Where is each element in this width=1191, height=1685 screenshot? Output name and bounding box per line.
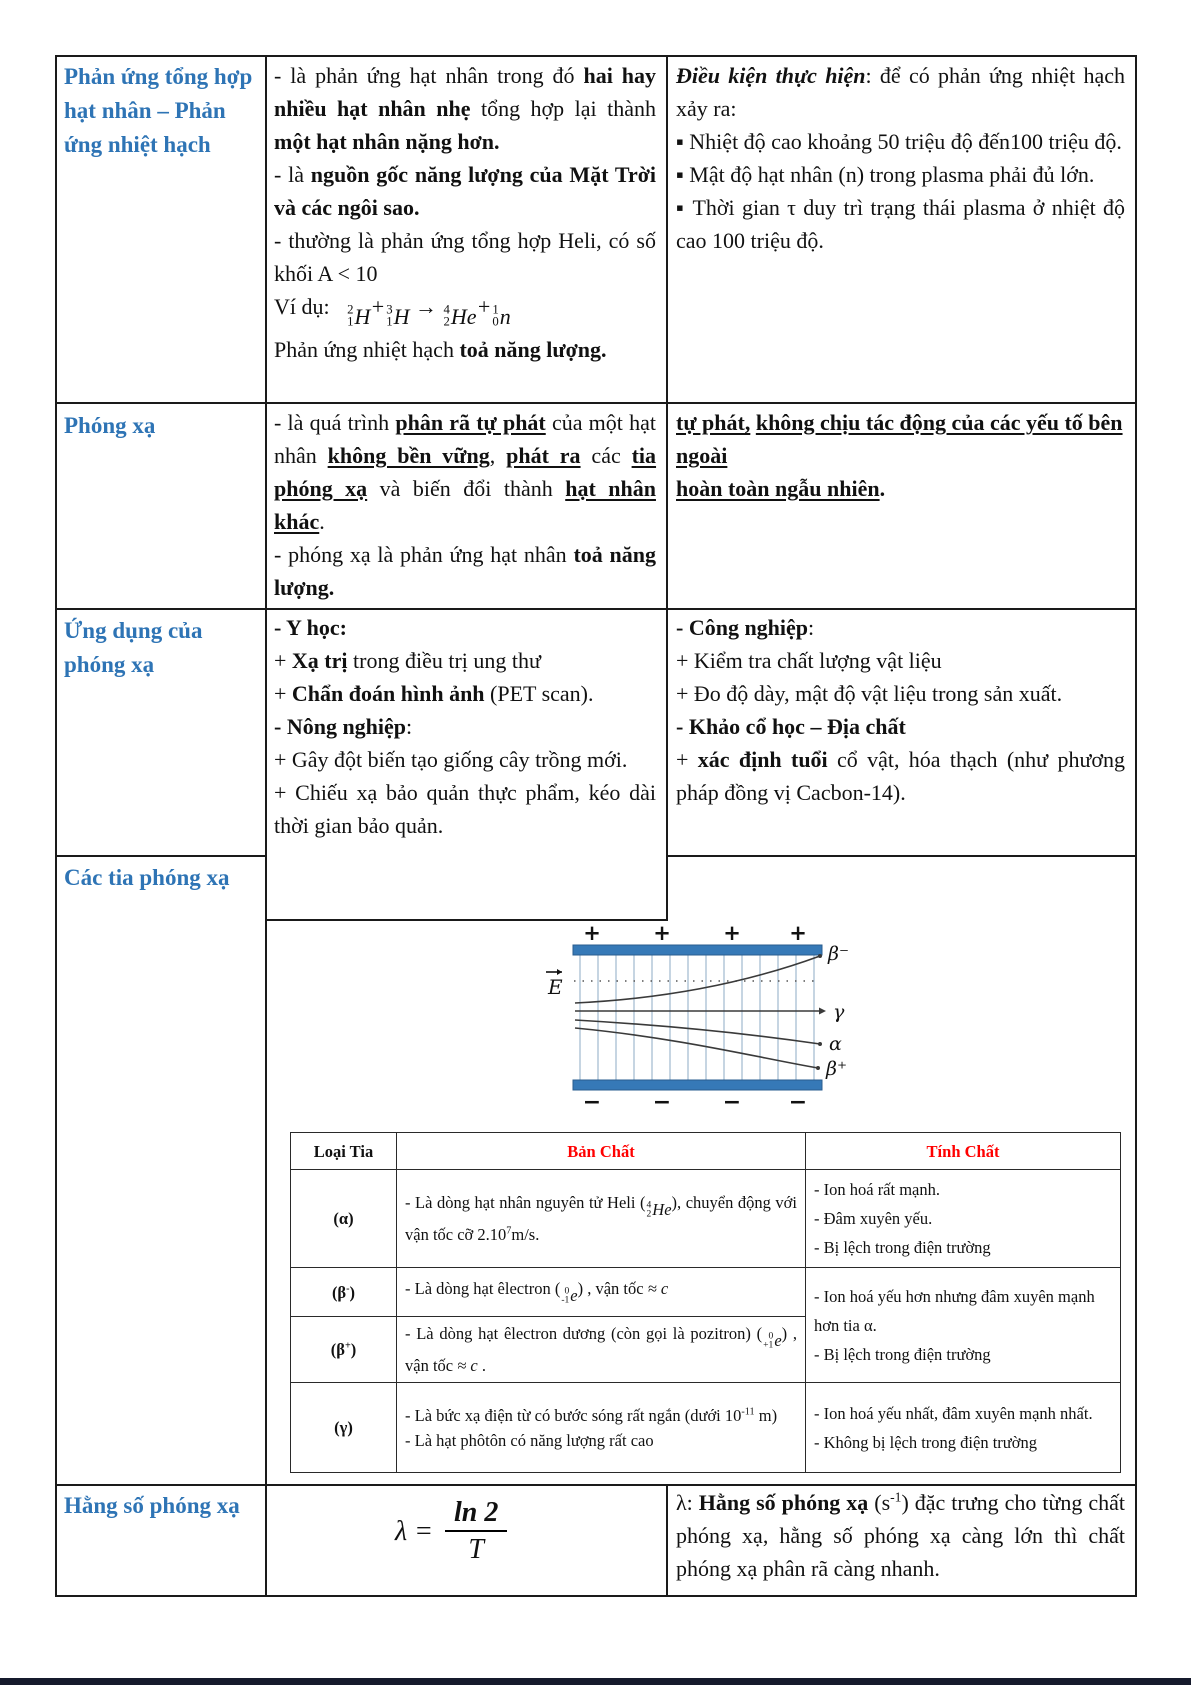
svg-text:−: − — [652, 1090, 672, 1115]
table-border-right — [1135, 55, 1137, 1597]
alpha-nature: - Là dòng hạt nhân nguyên tử Heli ( 4 2 He ), chuyển động với vận tốc cỡ 2.10$^7$m/s. — [397, 1170, 806, 1268]
beta-plus-nature: - Là dòng hạt êlectron dương (còn gọi là pozitron) ( 0 +1 e ) , vận tốc ≈ c . — [397, 1317, 806, 1383]
plus-signs — [583, 921, 807, 945]
beta-plus-ray-label: (β+) — [291, 1317, 397, 1383]
row1-separator — [55, 402, 1137, 404]
table-border-bottom — [55, 1595, 1137, 1597]
row-label-applications: Ứng dụng của phóng xạ — [64, 618, 203, 677]
svg-text:+: + — [789, 921, 807, 945]
beta-minus-ray — [575, 956, 820, 1003]
gamma-row — [291, 1383, 1121, 1473]
ray-trajectories — [575, 956, 823, 1068]
col1-separator — [265, 55, 267, 1597]
formula-numerator: ln 2 — [445, 1497, 507, 1532]
svg-text:+: + — [723, 921, 741, 945]
svg-text:E: E — [548, 975, 563, 999]
row-label-radioactivity: Phóng xạ — [64, 413, 156, 438]
bottom-page-bar — [0, 1678, 1191, 1685]
table-border-top — [55, 55, 1137, 57]
row-label-fusion: Phản ứng tổng hợp hạt nhân – Phản ứng nhiệt hạch — [64, 64, 253, 157]
fusion-conditions: Điều kiện thực hiện: để có phản ứng nhiệt hạch xảy ra: ▪ Nhiệt độ cao khoảng 50 triệu độ đến100 triệu độ. ▪ Mật độ hạt nhân (n) trong plasma phải đủ lớn. ▪ Thời gian τ duy trì trạng thái plasma ở nhiệt độ cao 100 triệu độ. — [676, 63, 1125, 253]
svg-text:−: − — [582, 1090, 602, 1115]
beta-plus-label: β⁺ — [826, 1058, 848, 1080]
alpha-row — [291, 1170, 1121, 1268]
svg-text:−: − — [722, 1090, 742, 1115]
alpha-ray-label: (α) — [291, 1170, 397, 1268]
applications-medical-agriculture: - Y học: + Xạ trị trong điều trị ung thư + Chẩn đoán hình ảnh (PET scan). - Nông nghiệp: + Gây đột biến tạo giống cây trồng mới. + Chiếu xạ bảo quản thực phẩm, kéo dài thời gian bảo quản. — [274, 615, 656, 838]
radioactivity-definition: - là quá trình phân rã tự phát của một hạt nhân không bền vững, phát ra các tia phóng xạ và biến đổi thành hạt nhân khác. - phóng xạ là phản ứng hạt nhân toả năng lượng. — [274, 410, 657, 600]
minus-signs — [583, 1090, 807, 1115]
alpha-label: α — [829, 1033, 842, 1055]
formula-lhs: λ = — [395, 1515, 434, 1547]
ray-labels — [825, 943, 849, 1080]
header-ray-type: Loại Tia — [291, 1133, 397, 1170]
fusion-definition: - là phản ứng hạt nhân trong đó hai hay nhiều hạt nhân nhẹ tổng hợp lại thành một hạt nhân nặng hơn. - là nguồn gốc năng lượng của Mặt Trời và các ngôi sao. - thường là phản ứng tổng hợp Heli, có số khối A < 10 Ví dụ: 2 1 H + 3 1 H → 4 2 He + 1 0 n Phản ứng nhiệt hạch toả năng lượng. — [274, 63, 657, 362]
rays-table-header-row — [291, 1133, 1121, 1170]
negative-plate — [573, 1080, 822, 1090]
row3-separator-right — [666, 855, 1137, 857]
row-label-decay-constant: Hằng số phóng xạ — [64, 1493, 240, 1518]
beta-minus-row — [291, 1268, 1121, 1317]
table-border-left — [55, 55, 57, 1597]
col2-separator-lower — [666, 1484, 668, 1597]
gamma-nature: - Là bức xạ điện từ có bước sóng rất ngắn (dưới $10^{-11}$ m) - Là hạt phôtôn có năng lượng rất cao — [397, 1383, 806, 1473]
positive-plate — [573, 945, 822, 955]
beta-minus-nature: - Là dòng hạt êlectron ( 0 -1 e ) , vận tốc ≈ c — [397, 1268, 806, 1317]
svg-text:−: − — [788, 1090, 808, 1115]
applications-industry-archaeology: - Công nghiệp: + Kiểm tra chất lượng vật liệu + Đo độ dày, mật độ vật liệu trong sản xuất. - Khảo cổ học – Địa chất + xác định tuổi cổ vật, hóa thạch (như phương pháp đồng vị Cacbon-14). — [676, 615, 1125, 805]
formula-fraction — [445, 1497, 507, 1567]
svg-text:+: + — [583, 921, 601, 945]
beta-plus-ray — [575, 1028, 818, 1068]
rays-table — [290, 1132, 1121, 1473]
header-nature: Bản Chất — [397, 1133, 806, 1170]
row-label-rays: Các tia phóng xạ — [64, 865, 230, 890]
formula-denominator: T — [468, 1534, 484, 1566]
beta-shared-props: - Ion hoá yếu hơn nhưng đâm xuyên mạnh hơn tia α. - Bị lệch trong điện trường — [806, 1268, 1121, 1383]
ray-endpoints — [816, 954, 826, 1070]
ray-deflection-diagram — [530, 910, 910, 1118]
gamma-props: - Ion hoá yếu nhất, đâm xuyên mạnh nhất. - Không bị lệch trong điện trường — [806, 1383, 1121, 1473]
beta-minus-label: β⁻ — [828, 943, 850, 965]
beta-minus-ray-label: (β-) — [291, 1268, 397, 1317]
row2-separator — [55, 608, 1137, 610]
radioactivity-nature: tự phát, không chịu tác động của các yếu tố bên ngoài hoàn toàn ngẫu nhiên. — [676, 410, 1123, 501]
col2-separator-upper — [666, 55, 668, 919]
field-vector-label — [546, 969, 563, 999]
header-properties: Tính Chất — [806, 1133, 1121, 1170]
gamma-label: γ — [833, 1001, 845, 1023]
alpha-props: - Ion hoá rất mạnh. - Đâm xuyên yếu. - Bị lệch trong điện trường — [806, 1170, 1121, 1268]
decay-constant-note: λ: Hằng số phóng xạ $(s^{-1})$ đặc trưng cho từng chất phóng xạ, hằng số phóng xạ càng lớn thì chất phóng xạ phân rã càng nhanh. — [676, 1489, 1125, 1581]
svg-text:+: + — [653, 921, 671, 945]
decay-constant-formula — [395, 1497, 507, 1567]
row3-separator-left — [55, 855, 267, 857]
gamma-ray-label: (γ) — [291, 1383, 397, 1473]
